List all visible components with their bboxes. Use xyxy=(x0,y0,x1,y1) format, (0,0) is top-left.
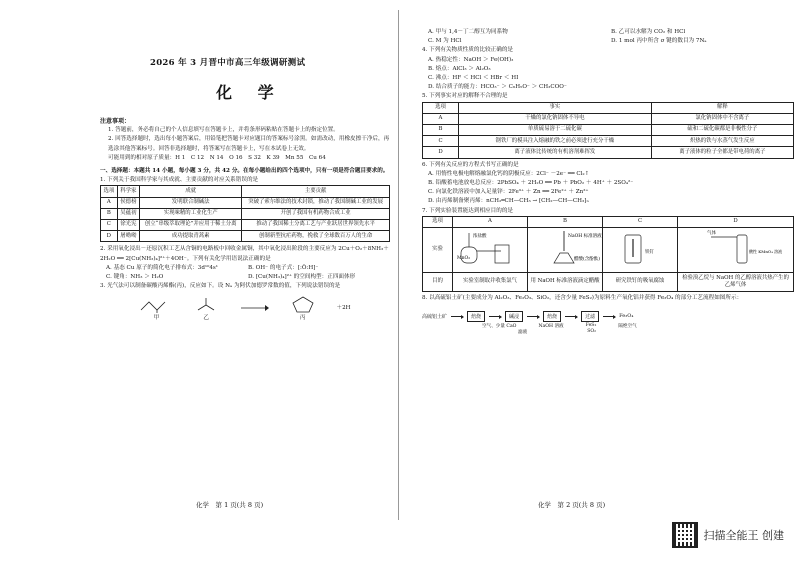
apparatus-c xyxy=(603,227,678,272)
q1-header-contribution: 主要贡献 xyxy=(242,186,390,197)
table-cell: 侯德榜 xyxy=(117,197,139,208)
q5-header-fact: 事实 xyxy=(459,102,652,113)
q3-option-a: A. 甲与 1,4－丁二醇互为同系物 xyxy=(428,29,508,35)
molecule-jia-structure xyxy=(139,294,173,314)
q7-header-option: 选项 xyxy=(423,216,453,227)
table-cell: 发明联合制碱法 xyxy=(140,197,242,208)
label-gas: 气体 xyxy=(706,231,716,237)
table-cell: A xyxy=(101,197,118,208)
notes-head: 注意事项： xyxy=(100,118,131,125)
flow-input-naoh: NaOH 溶液 xyxy=(538,323,564,329)
table-cell: 实验室制取并收集氯气 xyxy=(453,273,528,292)
molecule-label-jia: 甲 xyxy=(153,314,160,321)
table-row xyxy=(101,208,390,219)
q4-option-d: D. 结合质子的能力：HCO₃⁻ ＞ C₆H₅O⁻ ＞ CH₃COO⁻ xyxy=(428,84,567,91)
q2-options-row-1 xyxy=(100,264,390,273)
molecule-yi-structure xyxy=(192,294,220,314)
scanner-watermark xyxy=(672,522,785,548)
table-cell: C xyxy=(101,219,118,230)
q5-header-option: 选项 xyxy=(423,102,459,113)
q6-option-d: D. 由丙烯制备聚丙烯：nCH₂═CH—CH₃ → [CH₂—CH—CH₃]ₙ xyxy=(428,198,589,205)
q1-table xyxy=(100,185,390,242)
table-cell: 开创了我国有机药物合成工业 xyxy=(242,208,390,219)
apparatus-c-drawing xyxy=(605,229,675,267)
q3-options-row-1 xyxy=(422,28,794,37)
molecule-jia xyxy=(139,294,173,323)
question-5: 5. 下列事实对应的解释不合理的是 xyxy=(422,93,508,100)
table-cell: 推动了我国稀土分离工艺与产业跃居世界领先水平 xyxy=(242,219,390,230)
flow-end: Fe₃O₄ xyxy=(619,313,634,320)
table-cell: 屠呦呦 xyxy=(117,231,139,242)
table-cell: 突破了索尔维法的技术封锁，推动了我国制碱工业的发展 xyxy=(242,197,390,208)
table-cell: 离子液体比传统的有机溶剂难挥发 xyxy=(459,147,652,158)
table-cell: 离子液体的粒子全都是带电荷的离子 xyxy=(651,147,793,158)
table-cell: D xyxy=(101,231,118,242)
flow-step-filter: 过滤 xyxy=(581,311,599,322)
section-1-heading: 一、选择题：本题共 14 小题，每小题 3 分，共 42 分。在每小题给出的四个选项中，只有一项是符合题目要求的。 xyxy=(100,168,389,175)
molecule-bing xyxy=(288,294,318,323)
table-row xyxy=(423,125,794,136)
q1-header-achievement: 成就 xyxy=(140,186,242,197)
molecule-label-yi: 乙 xyxy=(203,314,209,321)
label-acetic: 醋酸(含酚酞) xyxy=(574,257,601,263)
q5-header-explanation: 解释 xyxy=(651,102,793,113)
scan-label: 扫描全能王 创建 xyxy=(703,529,784,542)
table-cell: 钢铁厂的模具注入熔融的铁之前必须进行充分干燥 xyxy=(459,136,652,147)
q2-options-row-2 xyxy=(100,273,390,282)
reaction-arrow-icon xyxy=(239,303,269,313)
question-3: 3. 光气法可以制备碳酸丙烯酯(丙)，反应如下。设 Nₐ 为阿伏加德罗常数的值，下列说法错误的是 xyxy=(100,283,341,290)
q1-header-scientist: 科学家 xyxy=(117,186,139,197)
q2-option-d: D. [Cu(NH₃)₄]²⁺ 的空间构型：正四面体形 xyxy=(248,273,356,280)
page-1-footer: 化学 第 1 页(共 8 页) xyxy=(196,501,264,509)
page-2 xyxy=(404,6,796,526)
q2-option-a: A. 基态 Cu 原子的简化电子排布式：3d¹⁰4s¹ xyxy=(106,264,219,271)
table-cell: A xyxy=(423,113,459,124)
flow-condition: 隔绝空气 xyxy=(618,323,637,329)
apparatus-b xyxy=(528,227,603,272)
apparatus-b-drawing xyxy=(530,229,600,267)
q6-option-a: A. 用惰性电极电解熔融氯化钙的阴极反应：2Cl⁻ －2e⁻ ══ Cl₂↑ xyxy=(428,170,590,177)
table-row xyxy=(423,273,794,292)
table-cell: 徐光宪 xyxy=(117,219,139,230)
table-row xyxy=(423,113,794,124)
q7-header-b: B xyxy=(528,216,603,227)
table-cell: C xyxy=(423,136,459,147)
table-cell: D xyxy=(423,147,459,158)
q7-row-label-experiment: 实验 xyxy=(423,227,453,272)
q6-option-b: B. 铅酸蓄电池放电总反应：2PbSO₄ ＋ 2H₂O ══ Pb ＋ PbO₂ ＋ 4H⁺ ＋ 2SO₄²⁻ xyxy=(428,179,634,186)
flow-input-fes2: FeS₂ xyxy=(585,322,597,328)
table-cell: 干燥的氯化钠固体不导电 xyxy=(459,113,652,124)
q3-options-row-2 xyxy=(422,37,794,46)
question-1: 1. 下列关于我国科学家与其成就、主要贡献的对应关系错误的是 xyxy=(100,177,259,184)
page-2-footer: 化学 第 2 页(共 8 页) xyxy=(538,501,606,509)
q4-option-a: A. 热稳定性：NaOH ＞ Fe(OH)₃ xyxy=(428,56,514,63)
table-row xyxy=(101,219,390,230)
table-cell: 研究铁钉的吸氧腐蚀 xyxy=(603,273,678,292)
subject-title: 化 学 xyxy=(216,83,284,102)
label-conc-hcl: 浓盐酸 xyxy=(473,234,487,240)
arrow-icon xyxy=(603,316,615,317)
label-mno2: MnO₂ xyxy=(457,256,470,262)
note-3: 可能用到的相对原子质量：H 1 C 12 N 14 O 16 S 32 K 39 Mn 55 Cu 64 xyxy=(108,154,326,161)
q7-header-d: D xyxy=(678,216,794,227)
question-8: 8. 以高硫铝土矿(主要成分为 Al₂O₃、Fe₂O₃、SiO₂，还含少量 FeS₂)为原料生产氧化铝并获得 Fe₃O₄ 的部分工艺流程如图所示： xyxy=(422,294,743,301)
table-row xyxy=(423,227,794,272)
q2-option-b: B. OH⁻ 的电子式：[:Ö:H]⁻ xyxy=(248,264,319,271)
q7-row-label-purpose: 目的 xyxy=(423,273,453,292)
table-cell: 实现味精的工业化生产 xyxy=(140,208,242,219)
arrow-icon xyxy=(527,316,539,317)
note-1: 1. 答题前，务必将自己的个人信息填写在答题卡上，并将条形码粘贴在答题卡上的指定位置。 xyxy=(108,127,339,134)
q8-flow-outputs xyxy=(422,329,794,335)
q8-process-flow xyxy=(422,311,794,322)
molecule-label-bing: 丙 xyxy=(299,314,306,321)
molecule-bing-structure xyxy=(288,294,318,314)
table-cell: 用 NaOH 标准溶液滴定醋酸 xyxy=(528,273,603,292)
q6-option-c: C. 向氯化铁溶液中加入足量锌：2Fe³⁺ ＋ Zn ══ 2Fe²⁺ ＋ Zn²⁺ xyxy=(428,189,589,196)
arrow-icon xyxy=(451,316,463,317)
q4-option-b: B. 熔点：AlCl₃ ＞ Al₂O₃ xyxy=(428,65,491,72)
flow-step-roast: 焙烧 xyxy=(467,311,485,322)
q7-table xyxy=(422,216,794,292)
q3-reaction-scheme xyxy=(100,291,390,325)
apparatus-a xyxy=(453,227,528,272)
table-cell: 创立“串级萃取理论”并应用于稀土分离 xyxy=(140,219,242,230)
table-cell: 检验溴乙烷与 NaOH 的乙醇溶液共热产生的乙烯气体 xyxy=(678,273,794,292)
qr-code-icon xyxy=(672,522,698,548)
table-cell: 成功提取青蒿素 xyxy=(140,231,242,242)
exam-title: 2026 年 3 月晋中市高三年级调研测试 xyxy=(150,58,306,68)
table-row xyxy=(423,147,794,158)
question-7: 7. 下列实验装置能达到相应目的的是 xyxy=(422,207,514,214)
table-cell: 吴蕴初 xyxy=(117,208,139,219)
flow-output-filtrate: 滤液 xyxy=(518,329,528,335)
question-2: 2. 采用氧化浸出－还原沉积工艺从含铜的电路板中回收金属铜，其中氧化浸出阶段的主要反应为 2Cu＋O₂＋8NH₃＋2H₂O ══ 2[Cu(NH₃)₄]²⁺＋4OH⁻。下列有关化学用语说法正确的是 xyxy=(100,246,389,262)
question-6: 6. 下列有关反应的方程式书写正确的是 xyxy=(422,161,519,168)
flow-step-roast-2: 焙烧 xyxy=(543,311,561,322)
table-cell: B xyxy=(101,208,118,219)
molecule-yi xyxy=(192,294,220,323)
q7-header-a: A xyxy=(453,216,528,227)
apparatus-d xyxy=(678,227,794,272)
page-2-content xyxy=(422,28,794,335)
q3-option-d: D. 1 mol 丙中所含 σ 键的数目为 7Nₐ xyxy=(611,38,707,45)
table-cell: 炽热的铁与水蒸气发生反应 xyxy=(651,136,793,147)
table-row xyxy=(423,136,794,147)
table-cell: 单质硫易溶于二硫化碳 xyxy=(459,125,652,136)
q3-byproduct: ＋2H xyxy=(336,304,351,311)
table-cell: 氯化钠固体中不含离子 xyxy=(651,113,793,124)
q7-header-c: C xyxy=(603,216,678,227)
notes-block xyxy=(100,117,390,325)
label-naoh: NaOH 标准溶液 xyxy=(568,234,602,240)
label-nail: 铁钉 xyxy=(645,250,654,256)
table-cell: 硫和二硫化碳都是非极性分子 xyxy=(651,125,793,136)
q3-option-c: C. M 为 HCl xyxy=(428,38,462,45)
apparatus-d-drawing xyxy=(701,229,782,267)
arrow-icon xyxy=(489,316,501,317)
q1-header-option: 选项 xyxy=(101,186,118,197)
q5-table xyxy=(422,102,794,159)
q4-option-c: C. 沸点：HF ＜ HCl ＜ HBr ＜ HI xyxy=(428,75,519,82)
table-row xyxy=(101,231,390,242)
table-row xyxy=(101,197,390,208)
page-divider xyxy=(398,10,399,520)
note-2: 2. 回答选择题时，选出每小题答案后，用铅笔把答题卡对应题目的答案标号涂黑。如需改动，用橡皮擦干净后，再选涂其他答案标号。回答非选择题时，将答案写在答题卡上，写在本试卷上无效。 xyxy=(108,136,390,152)
flow-start: 高硫铝土矿 xyxy=(422,313,448,320)
table-cell: 创制新型抗疟药物，挽救了全球数百万人的生命 xyxy=(242,231,390,242)
arrow-icon xyxy=(565,316,577,317)
label-kmno4: 酸性 KMnO₄ 溶液 xyxy=(748,249,782,255)
flow-step-alkali: 碱浸 xyxy=(505,311,523,322)
q2-option-c: C. 键角：NH₃ ＞ H₂O xyxy=(106,273,164,280)
q3-option-b: B. 乙可以水解为 CO₂ 和 HCl xyxy=(611,29,686,35)
flow-output-so2: SO₂ xyxy=(587,328,596,334)
table-cell: B xyxy=(423,125,459,136)
flow-input-air: 空气、少量 CaO xyxy=(482,323,517,329)
question-4: 4. 下列有关物质性质的比较正确的是 xyxy=(422,47,514,54)
apparatus-a-drawing xyxy=(455,229,525,267)
